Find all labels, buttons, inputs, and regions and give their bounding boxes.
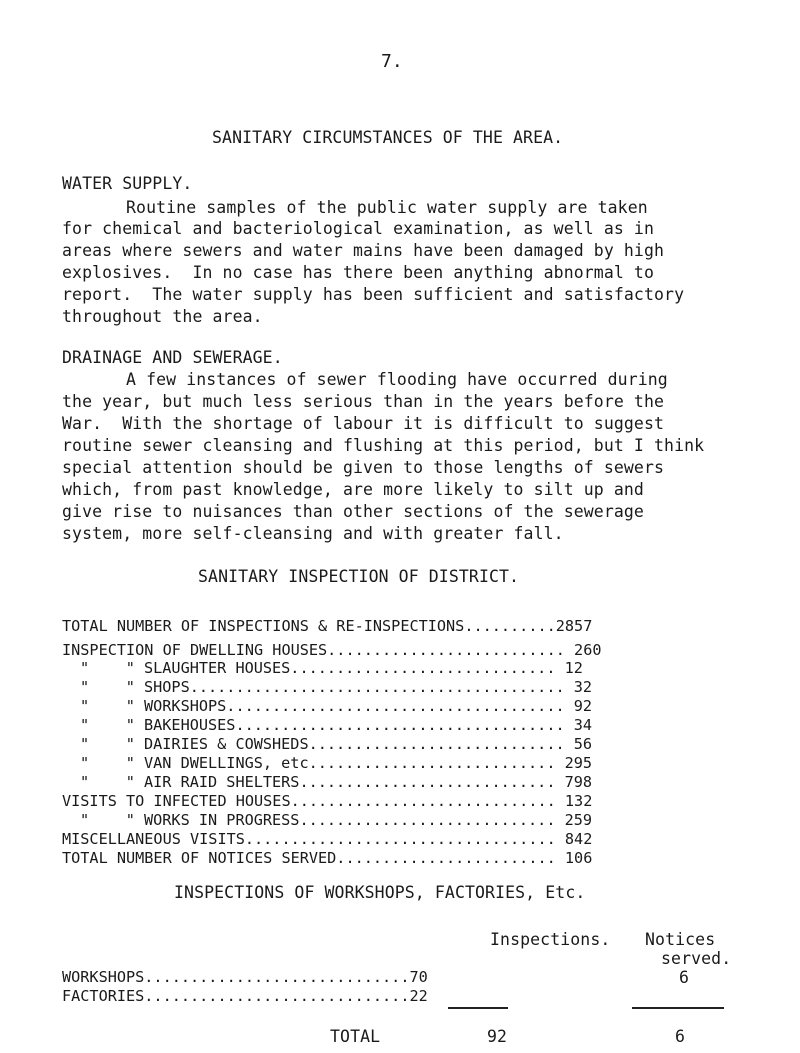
water-line: report. The water supply has been sufficient and satisfactory <box>62 285 685 304</box>
water-line: throughout the area. <box>62 307 263 326</box>
column-header-notices: Notices <box>645 930 716 949</box>
water-supply-heading: WATER SUPPLY. <box>62 174 193 193</box>
drainage-line: special attention should be given to those lengths of sewers <box>62 458 665 477</box>
inspection-row: " " VAN DWELLINGS, etc........................... 295 <box>80 754 593 772</box>
workshops-row: WORKSHOPS.............................70 <box>62 968 428 986</box>
drainage-line: the year, but much less serious than in the years before the <box>62 392 665 411</box>
inspection-row: " " SHOPS......................................... 32 <box>80 678 593 696</box>
factories-row: FACTORIES.............................22 <box>62 987 428 1005</box>
total-inspections: 92 <box>487 1027 508 1046</box>
drainage-line: A few instances of sewer flooding have occurred during <box>126 370 668 389</box>
inspection-row: MISCELLANEOUS VISITS.................................. 842 <box>62 830 593 848</box>
page-title: SANITARY CIRCUMSTANCES OF THE AREA. <box>212 128 564 147</box>
inspection-heading: SANITARY INSPECTION OF DISTRICT. <box>198 567 520 586</box>
inspection-row: VISITS TO INFECTED HOUSES............................. 132 <box>62 792 593 810</box>
drainage-line: routine sewer cleansing and flushing at this period, but I think <box>62 436 705 455</box>
notices-value: 6 <box>679 968 690 987</box>
water-line: explosives. In no case has there been anything abnormal to <box>62 263 654 282</box>
inspection-row: " " BAKEHOUSES.................................... 34 <box>80 716 593 734</box>
inspection-total-line: TOTAL NUMBER OF INSPECTIONS & RE-INSPECTIONS..........2857 <box>62 617 593 635</box>
water-line: areas where sewers and water mains have been damaged by high <box>62 241 665 260</box>
inspection-row: " " DAIRIES & COWSHEDS............................ 56 <box>80 735 593 753</box>
drainage-line: system, more self-cleansing and with greater fall. <box>62 524 564 543</box>
total-notices: 6 <box>675 1027 686 1046</box>
column-rule <box>448 1007 508 1009</box>
inspection-row: INSPECTION OF DWELLING HOUSES.......................... 260 <box>62 641 602 659</box>
inspection-row: " " WORKSHOPS..................................... 92 <box>80 697 593 715</box>
inspection-row: " " SLAUGHTER HOUSES............................. 12 <box>80 659 583 677</box>
inspection-row: " " AIR RAID SHELTERS............................ 798 <box>80 773 593 791</box>
drainage-line: give rise to nuisances than other sections of the sewerage <box>62 502 644 521</box>
inspection-row: " " WORKS IN PROGRESS............................ 259 <box>80 811 593 829</box>
drainage-line: War. With the shortage of labour it is difficult to suggest <box>62 414 665 433</box>
water-line: Routine samples of the public water supply are taken <box>126 198 648 217</box>
total-label: TOTAL <box>330 1027 381 1046</box>
drainage-heading: DRAINAGE AND SEWERAGE. <box>62 348 283 367</box>
page-number: 7. <box>381 51 403 72</box>
workshops-heading: INSPECTIONS OF WORKSHOPS, FACTORIES, Etc. <box>174 883 586 902</box>
column-header-inspections: Inspections. <box>490 930 611 949</box>
inspection-row: TOTAL NUMBER OF NOTICES SERVED........................ 106 <box>62 849 593 867</box>
water-line: for chemical and bacteriological examination, as well as in <box>62 219 654 238</box>
column-rule <box>632 1007 724 1009</box>
drainage-line: which, from past knowledge, are more likely to silt up and <box>62 480 644 499</box>
column-header-served: served. <box>661 949 732 968</box>
